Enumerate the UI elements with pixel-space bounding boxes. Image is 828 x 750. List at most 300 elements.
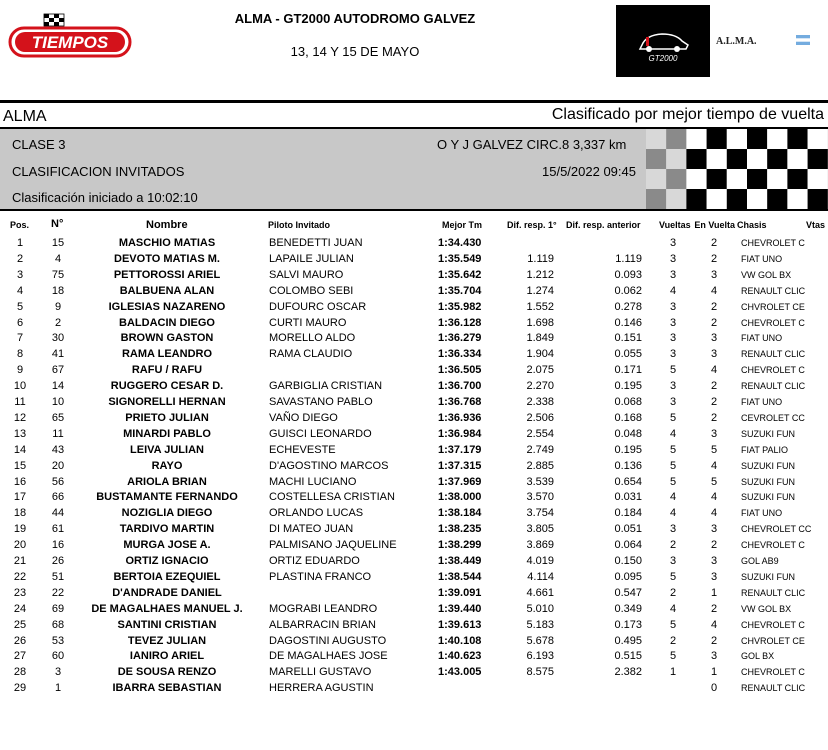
session-start: Clasificación iniciado a 10:02:10 [12,190,198,205]
row-chassis: FIAT UNO [741,508,783,519]
row-best-time: 1:36.984 [438,427,482,440]
row-chassis: SUZUKI FUN [741,476,795,487]
row-diff-first: 5.183 [526,618,554,631]
row-best-lap: 3 [710,332,718,345]
row-guest-driver: SALVI MAURO [269,268,344,281]
checker-cell [767,169,787,189]
checker-cell [707,149,727,169]
row-best-lap: 2 [710,396,718,408]
row-pos: 5 [16,300,24,313]
row-best-time: 1:39.091 [438,586,482,599]
row-guest-driver: VAÑO DIEGO [269,411,338,424]
row-driver-name: BUSTAMANTE FERNANDO [96,491,238,504]
row-driver-name: ORTIZ IGNACIO [125,555,209,567]
row-driver-name: BERTOIA EZEQUIEL [113,570,221,583]
row-best-lap: 0 [710,682,718,695]
row-diff-first: 1.904 [526,348,554,361]
row-car-number: 43 [51,443,65,456]
checker-cell [747,169,767,189]
row-guest-driver: BENEDETTI JUAN [269,237,363,249]
row-diff-prev: 0.062 [614,284,642,297]
row-pos: 7 [16,332,24,345]
row-car-number: 53 [51,634,65,647]
row-guest-driver: GARBIGLIA CRISTIAN [269,380,383,393]
row-diff-prev: 0.146 [614,316,642,329]
row-diff-prev: 0.349 [614,602,642,615]
checker-cell [787,149,807,169]
row-pos: 23 [13,586,27,599]
row-pos: 14 [13,443,27,456]
row-diff-prev: 0.547 [614,586,642,599]
row-diff-first: 2.338 [526,396,554,408]
row-diff-first: 2.749 [526,443,554,456]
row-pos: 6 [16,316,24,329]
row-car-number: 61 [51,523,65,536]
row-chassis: SUZUKI FUN [741,492,795,503]
row-laps: 2 [669,539,677,552]
checker-cell [767,129,787,149]
col-num: N° [51,218,64,230]
row-diff-first: 3.869 [526,539,554,552]
table-row [0,665,828,681]
checker-cell [808,169,828,189]
row-driver-name: BALBUENA ALAN [119,284,215,297]
checker-cell [727,129,747,149]
row-best-time: 1:36.279 [438,332,482,345]
checker-cell [767,189,787,209]
row-guest-driver: PALMISANO JAQUELINE [269,539,397,552]
row-diff-first: 6.193 [526,650,554,663]
row-best-time: 1:35.704 [438,284,482,297]
row-diff-first: 2.554 [526,427,554,440]
checker-cell [767,149,787,169]
row-best-time: 1:39.440 [438,602,482,615]
checker-cell [686,189,706,209]
row-laps: 3 [669,380,677,393]
table-row [0,427,828,443]
row-driver-name: SANTINI CRISTIAN [117,618,217,631]
row-laps: 3 [669,396,677,408]
row-laps: 5 [669,443,677,456]
row-laps: 4 [669,284,677,297]
checker-cell [646,129,666,149]
row-driver-name: TEVEZ JULIAN [127,634,207,647]
org-label: ALMA [3,108,47,125]
row-best-lap: 2 [710,539,718,552]
row-diff-prev: 0.150 [614,555,642,567]
row-diff-prev: 0.048 [614,427,642,440]
row-driver-name: RAYO [151,459,183,472]
checker-cell [808,129,828,149]
row-diff-prev: 0.136 [614,459,642,472]
row-guest-driver: D'AGOSTINO MARCOS [269,459,389,472]
row-laps: 5 [669,475,677,488]
row-driver-name: MURGA JOSE A. [123,539,211,552]
row-chassis: RENAULT CLIC [741,587,806,598]
row-guest-driver: DUFOURC OSCAR [269,300,367,313]
table-row [0,522,828,538]
row-best-lap: 5 [710,475,718,488]
row-chassis: SUZUKI FUN [741,460,795,471]
col-diff-first: Dif. resp. 1° [507,220,557,230]
row-guest-driver: ORTIZ EDUARDO [269,555,360,567]
gt2000-logo [616,5,710,77]
table-row [0,506,828,522]
row-guest-driver: MACHI LUCIANO [269,475,357,488]
row-driver-name: MINARDI PABLO [123,427,211,440]
row-guest-driver: DAGOSTINI AUGUSTO [269,634,387,647]
row-diff-prev: 0.168 [614,411,642,424]
row-car-number: 22 [51,586,65,599]
row-driver-name: BALDACIN DIEGO [119,316,215,329]
row-guest-driver: DE MAGALHAES JOSE [269,650,388,663]
checker-cell [666,149,686,169]
row-best-lap: 2 [710,634,718,647]
col-guest: Piloto Invitado [268,220,330,230]
checker-cell [707,169,727,189]
row-chassis: RENAULT CLIC [741,285,806,296]
report-datetime: 15/5/2022 09:45 [542,164,636,179]
row-guest-driver: ECHEVESTE [269,443,336,456]
row-best-lap: 1 [710,666,718,679]
checker-cell [707,189,727,209]
checker-cell [666,169,686,189]
row-best-time: 1:40.108 [438,634,482,647]
table-row [0,570,828,586]
row-chassis: CHEVROLET C [741,667,805,678]
row-laps: 4 [669,427,677,440]
row-pos: 8 [16,348,24,361]
row-diff-first: 1.849 [526,332,554,345]
row-best-lap: 2 [710,316,718,329]
table-row [0,411,828,427]
row-guest-driver: MARELLI GUSTAVO [269,666,372,679]
row-guest-driver: MORELLO ALDO [269,332,356,345]
row-driver-name: DEVOTO MATIAS M. [114,252,220,265]
row-diff-prev: 0.195 [614,380,642,393]
row-best-lap: 3 [710,555,718,567]
row-driver-name: D'ANDRADE DANIEL [112,586,222,599]
row-chassis: CHVROLET CE [741,635,805,646]
row-pos: 16 [13,475,27,488]
row-guest-driver: CURTI MAURO [269,316,347,329]
row-laps: 1 [669,666,677,679]
checker-cell [686,169,706,189]
event-dates: 13, 14 Y 15 DE MAYO [290,44,420,59]
checker-cell [787,169,807,189]
row-chassis: CEVROLET CC [741,412,805,423]
row-pos: 26 [13,634,27,647]
row-laps: 5 [669,364,677,377]
row-car-number: 3 [54,666,62,679]
row-pos: 11 [14,396,26,408]
row-car-number: 60 [51,650,65,663]
col-name: Nombre [146,219,188,231]
row-pos: 13 [13,427,27,440]
row-chassis: CHEVROLET CC [741,524,812,535]
row-laps: 5 [669,411,677,424]
row-car-number: 16 [51,539,65,552]
checker-cell [808,149,828,169]
checker-cell [787,129,807,149]
row-diff-prev: 1.119 [615,252,642,265]
row-best-lap: 4 [710,284,718,297]
row-diff-first: 5.010 [526,602,554,615]
row-best-lap: 2 [710,300,718,313]
row-car-number: 9 [54,300,62,313]
row-car-number: 41 [51,348,65,361]
row-diff-first: 4.114 [527,570,554,583]
row-chassis: VW GOL BX [741,269,792,280]
row-pos: 10 [13,380,27,393]
row-pos: 18 [13,507,27,520]
row-best-time: 1:38.000 [438,491,482,504]
row-best-lap: 2 [710,411,718,424]
row-chassis: GOL BX [741,651,775,662]
checker-cell [727,149,747,169]
row-diff-prev: 0.184 [614,507,642,520]
row-diff-prev: 0.495 [614,634,642,647]
row-car-number: 18 [51,284,65,297]
row-diff-first: 3.754 [526,507,554,520]
row-laps: 3 [669,268,677,281]
row-diff-first: 1.212 [526,268,554,281]
row-car-number: 20 [51,459,65,472]
row-car-number: 4 [54,252,62,265]
row-best-lap: 1 [710,586,718,599]
row-guest-driver: ORLANDO LUCAS [269,507,364,520]
row-laps: 5 [669,618,677,631]
row-diff-first: 3.539 [526,475,554,488]
checker-cell [646,189,666,209]
row-best-time: 1:36.700 [438,380,482,393]
row-chassis: CHEVROLET C [741,619,805,630]
checker-cell [666,189,686,209]
row-laps: 3 [669,348,677,361]
row-best-lap: 4 [710,459,718,472]
row-driver-name: BROWN GASTON [120,332,214,345]
col-best-lap: En Vuelta [694,220,735,230]
row-diff-prev: 0.064 [614,539,642,552]
row-car-number: 75 [51,268,65,281]
row-driver-name: RAFU / RAFU [131,364,203,377]
table-row [0,300,828,316]
row-best-lap: 2 [710,380,718,393]
row-best-lap: 3 [710,570,718,583]
row-car-number: 69 [51,602,65,615]
row-car-number: 51 [51,570,65,583]
row-car-number: 2 [54,316,62,329]
checker-cell [646,149,666,169]
row-pos: 3 [16,268,24,281]
row-diff-first: 4.019 [526,555,554,567]
row-car-number: 15 [51,237,65,249]
col-chassis: Chasis [737,220,767,230]
row-guest-driver: SAVASTANO PABLO [269,396,373,408]
row-car-number: 68 [51,618,65,631]
row-best-lap: 3 [710,427,718,440]
row-pos: 21 [13,555,27,567]
table-row [0,649,828,665]
row-diff-prev: 0.151 [614,332,642,345]
table-row [0,284,828,300]
row-chassis: CHEVROLET C [741,238,805,248]
row-best-lap: 2 [710,602,718,615]
row-diff-prev: 0.195 [614,443,642,456]
row-laps: 3 [669,523,677,536]
row-car-number: 56 [51,475,65,488]
row-diff-first: 3.570 [526,491,554,504]
checker-cell [787,189,807,209]
row-car-number: 1 [54,682,62,695]
row-pos: 25 [13,618,27,631]
row-diff-prev: 0.093 [614,268,642,281]
table-row [0,379,828,395]
row-car-number: 14 [51,380,65,393]
row-best-time: 1:37.969 [438,475,482,488]
row-diff-first: 8.575 [526,666,554,679]
row-pos: 29 [13,682,27,695]
row-pos: 12 [13,411,27,424]
table-row [0,363,828,379]
report-title: Clasificado por mejor tiempo de vuelta [551,106,824,123]
row-driver-name: IGLESIAS NAZARENO [108,300,226,313]
row-diff-prev: 0.515 [614,650,642,663]
row-driver-name: NOZIGLIA DIEGO [121,507,213,520]
row-diff-prev: 0.095 [614,570,642,583]
table-row [0,490,828,506]
row-diff-first: 2.270 [526,380,554,393]
col-diff-prev: Dif. resp. anterior [566,220,641,230]
row-pos: 28 [13,666,27,679]
row-diff-first: 5.678 [526,634,554,647]
row-chassis: FIAT PALIO [741,444,789,455]
row-laps: 3 [669,252,677,265]
row-laps: 2 [669,634,677,647]
row-diff-first: 1.698 [526,316,554,329]
row-chassis: RENAULT CLIC [741,381,806,392]
row-diff-prev: 0.068 [614,396,642,408]
checker-cell [707,129,727,149]
row-pos: 27 [13,650,27,663]
row-driver-name: IANIRO ARIEL [129,650,205,663]
row-pos: 1 [16,237,24,249]
row-car-number: 67 [51,364,65,377]
row-best-lap: 4 [710,491,718,504]
row-best-time: 1:35.549 [438,252,482,265]
row-guest-driver: RAMA CLAUDIO [269,348,353,361]
col-laps2: Vtas [806,220,826,230]
row-laps: 4 [669,602,677,615]
row-driver-name: ARIOLA BRIAN [127,475,207,488]
row-chassis: GOL AB9 [741,556,779,566]
row-driver-name: IBARRA SEBASTIAN [112,682,222,695]
row-laps: 5 [669,650,677,663]
row-car-number: 65 [51,411,65,424]
band-rule-bottom [0,209,828,211]
row-pos: 2 [16,252,24,265]
row-pos: 20 [13,539,27,552]
table-row [0,236,828,252]
row-best-lap: 2 [710,237,718,249]
checker-cell [666,129,686,149]
table-row [0,316,828,332]
row-best-lap: 5 [710,443,718,456]
row-diff-prev: 0.654 [614,475,642,488]
row-guest-driver: GUISCI LEONARDO [269,427,372,440]
row-best-lap: 3 [710,268,718,281]
event-title: ALMA - GT2000 AUTODROMO GALVEZ [234,11,476,26]
row-laps: 3 [669,316,677,329]
checker-cell [646,169,666,189]
table-row [0,252,828,268]
row-laps: 2 [669,586,677,599]
row-diff-first: 2.075 [526,364,554,377]
row-best-time: 1:43.005 [438,666,482,679]
row-best-time: 1:36.768 [438,396,482,408]
checker-cell [727,169,747,189]
row-best-time: 1:38.235 [438,523,482,536]
checker-cell [747,129,767,149]
row-chassis: FIAT UNO [741,333,783,344]
checker-cell [727,189,747,209]
row-diff-prev: 0.173 [614,618,642,631]
checker-cell [747,189,767,209]
row-diff-first: 2.885 [526,459,554,472]
table-row [0,331,828,347]
row-chassis: CHVROLET CE [741,301,805,312]
row-chassis: SUZUKI FUN [741,428,795,439]
row-best-time: 1:39.613 [438,618,482,631]
table-row [0,443,828,459]
row-best-time: 1:34.430 [438,237,482,249]
col-laps: Vueltas [659,220,691,230]
row-best-time: 1:35.642 [438,268,482,281]
top-rule [0,100,828,103]
row-guest-driver: COSTELLESA CRISTIAN [269,491,395,504]
row-best-time: 1:35.982 [438,300,482,313]
row-diff-prev: 0.055 [614,348,642,361]
row-diff-first: 3.805 [526,523,554,536]
row-laps: 4 [669,491,677,504]
row-best-lap: 3 [710,523,718,536]
row-guest-driver: PLASTINA FRANCO [269,570,372,583]
row-driver-name: MASCHIO MATIAS [118,237,216,249]
row-pos: 17 [13,491,27,504]
row-chassis: FIAT UNO [741,397,783,407]
table-row [0,347,828,363]
row-chassis: SUZUKI FUN [741,571,795,582]
row-guest-driver: DI MATEO JUAN [269,523,354,536]
row-chassis: RENAULT CLIC [741,349,806,360]
table-row [0,634,828,650]
row-chassis: FIAT UNO [741,253,783,264]
row-best-lap: 4 [710,507,718,520]
row-driver-name: LEIVA JULIAN [130,443,204,456]
table-row [0,602,828,618]
row-diff-first: 2.506 [526,411,554,424]
row-car-number: 66 [51,491,65,504]
col-pos: Pos. [10,220,30,230]
table-row [0,618,828,634]
row-driver-name: DE MAGALHAES MANUEL J. [91,602,243,615]
circuit-label: O Y J GALVEZ CIRC.8 3,337 km [437,137,627,152]
table-row [0,395,828,411]
row-best-lap: 4 [710,364,718,377]
group-label: CLASIFICACION INVITADOS [12,164,185,179]
row-guest-driver: MOGRABI LEANDRO [269,602,378,615]
row-car-number: 26 [51,555,65,567]
